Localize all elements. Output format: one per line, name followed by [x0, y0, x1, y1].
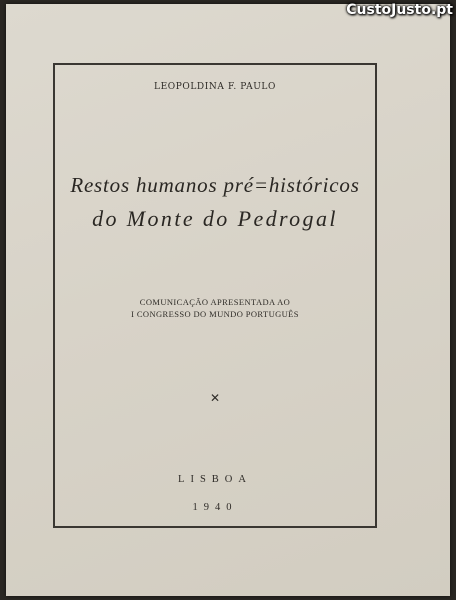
- cover-frame: [53, 63, 377, 528]
- title-line-1: Restos humanos pré=históricos: [70, 173, 360, 197]
- title-line-2: do Monte do Pedrogal: [92, 206, 338, 231]
- ornament-icon: ✕: [209, 391, 221, 405]
- publication-place: LISBOA: [178, 474, 252, 485]
- subtitle-line-1: COMUNICAÇÃO APRESENTADA AO: [139, 297, 291, 307]
- site-watermark: CustoJusto.pt: [346, 2, 453, 18]
- author-name: LEOPOLDINA F. PAULO: [154, 82, 276, 92]
- book-cover: [6, 4, 450, 596]
- publication-year: 1940: [192, 502, 238, 513]
- subtitle-line-2: I CONGRESSO DO MUNDO PORTUGUÊS: [131, 309, 299, 319]
